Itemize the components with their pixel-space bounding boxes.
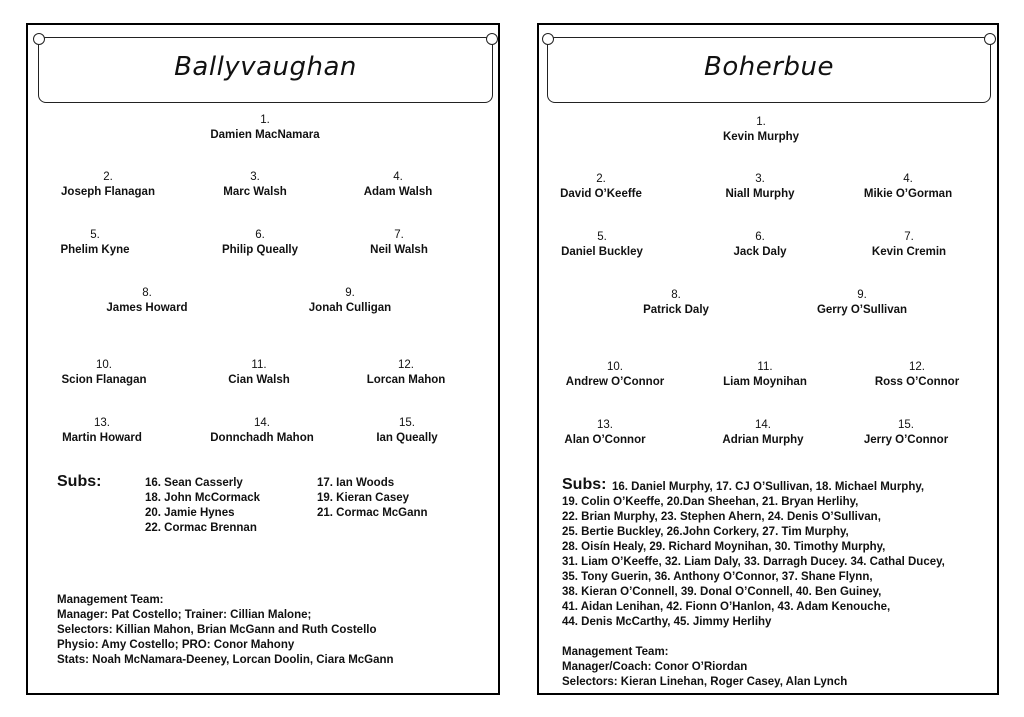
player-5: 5. Daniel Buckley (561, 231, 643, 258)
management-heading: Management Team: (562, 646, 669, 658)
player-15: 15. Jerry O’Connor (863, 419, 949, 446)
sub-player: 21. Cormac McGann (317, 507, 428, 519)
player-14: 14. Adrian Murphy (722, 419, 804, 446)
title-scroll-banner (38, 37, 493, 103)
player-1: 1. Damien MacNamara (210, 114, 320, 141)
player-12: 12. Ross O’Connor (874, 361, 960, 388)
player-6: 6. Philip Queally (221, 229, 299, 256)
subs-line: 35. Tony Guerin, 36. Anthony O’Connor, 37. Shane Flynn, (562, 571, 873, 583)
team-sheet-ballyvaughan (26, 23, 500, 695)
team-title: Ballyvaughan (174, 52, 357, 82)
team-sheet-boherbue (537, 23, 999, 695)
management-line: Selectors: Killian Mahon, Brian McGann and Ruth Costello (57, 624, 377, 636)
player-3: 3. Niall Murphy (725, 173, 795, 200)
subs-line: 31. Liam O’Keeffe, 32. Liam Daly, 33. Darragh Ducey. 34. Cathal Ducey, (562, 556, 945, 568)
player-10: 10. Andrew O’Connor (565, 361, 665, 388)
sub-player: 17. Ian Woods (317, 477, 395, 489)
subs-line: 41. Aidan Lenihan, 42. Fionn O’Hanlon, 43. Adam Kenouche, (562, 601, 891, 613)
subs-line: 22. Brian Murphy, 23. Stephen Ahern, 24. Denis O’Sullivan, (562, 511, 881, 523)
player-11: 11. Liam Moynihan (723, 361, 807, 388)
management-line: Manager/Coach: Conor O’Riordan (562, 661, 748, 673)
player-2: 2. Joseph Flanagan (61, 171, 155, 198)
player-6: 6. Jack Daly (733, 231, 787, 258)
player-9: 9. Jonah Culligan (308, 287, 392, 314)
player-1: 1. Kevin Murphy (722, 116, 800, 143)
subs-label: Subs: (562, 476, 607, 493)
player-7: 7. Kevin Cremin (871, 231, 947, 258)
management-team (562, 645, 847, 690)
player-13: 13. Martin Howard (62, 417, 142, 444)
subs-label: Subs: (57, 473, 102, 490)
player-12: 12. Lorcan Mahon (366, 359, 446, 386)
player-15: 15. Ian Queally (376, 417, 438, 444)
management-line: Physio: Amy Costello; PRO: Conor Mahony (57, 639, 295, 651)
sub-player: 16. Sean Casserly (145, 477, 243, 489)
player-14: 14. Donnchadh Mahon (210, 417, 314, 444)
subs-line: 19. Colin O’Keeffe, 20.Dan Sheehan, 21. Bryan Herlihy, (562, 496, 859, 508)
player-9: 9. Gerry O’Sullivan (816, 289, 908, 316)
sub-player: 18. John McCormack (145, 492, 261, 504)
subs-list (562, 480, 945, 630)
player-8: 8. James Howard (106, 287, 188, 314)
player-11: 11. Cian Walsh (228, 359, 290, 386)
management-line: Manager: Pat Costello; Trainer: Cillian Malone; (57, 609, 312, 621)
sub-player: 19. Kieran Casey (317, 492, 410, 504)
title-scroll-banner (547, 37, 991, 103)
player-4: 4. Adam Walsh (363, 171, 433, 198)
sub-player: 20. Jamie Hynes (145, 507, 235, 519)
player-2: 2. David O’Keeffe (560, 173, 642, 200)
player-8: 8. Patrick Daly (643, 289, 709, 316)
player-10: 10. Scion Flanagan (61, 359, 147, 386)
management-heading: Management Team: (57, 594, 164, 606)
subs-line: 28. Oisín Healy, 29. Richard Moynihan, 30. Timothy Murphy, (562, 541, 886, 553)
management-line: Stats: Noah McNamara-Deeney, Lorcan Doolin, Ciara McGann (57, 654, 394, 666)
player-13: 13. Alan O’Connor (564, 419, 646, 446)
subs-line: 16. Daniel Murphy, 17. CJ O’Sullivan, 18. Michael Murphy, (612, 481, 925, 493)
team-title: Boherbue (704, 52, 834, 82)
subs-line: 38. Kieran O’Connell, 39. Donal O’Connell, 40. Ben Guiney, (562, 586, 882, 598)
player-5: 5. Phelim Kyne (60, 229, 130, 256)
management-team (57, 593, 394, 668)
subs-line: 25. Bertie Buckley, 26.John Corkery, 27. Tim Murphy, (562, 526, 849, 538)
subs-line: 44. Denis McCarthy, 45. Jimmy Herlihy (562, 616, 772, 628)
player-4: 4. Mikie O’Gorman (863, 173, 953, 200)
player-3: 3. Marc Walsh (223, 171, 287, 198)
management-line: Selectors: Kieran Linehan, Roger Casey, Alan Lynch (562, 676, 848, 688)
player-7: 7. Neil Walsh (370, 229, 428, 256)
sub-player: 22. Cormac Brennan (145, 522, 257, 534)
